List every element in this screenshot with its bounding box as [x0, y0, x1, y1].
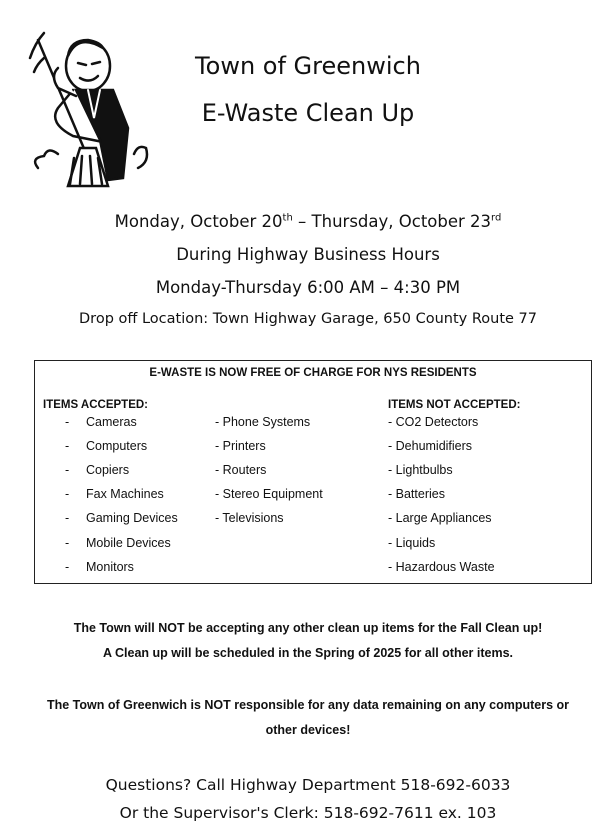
- contact-highway: Questions? Call Highway Department 518-692-6033: [105, 776, 511, 794]
- title-town: Town of Greenwich: [195, 52, 421, 80]
- accepted-item: Mobile Devices: [86, 536, 171, 550]
- not-accepted-item: - Large Appliances: [388, 511, 492, 525]
- drop-off-location: Drop off Location: Town Highway Garage, 650 County Route 77: [79, 311, 537, 327]
- accepted-item: - Televisions: [215, 511, 284, 525]
- accepted-item: - Routers: [215, 463, 267, 477]
- accepted-item: Copiers: [86, 463, 130, 477]
- bullet-dash: -: [65, 560, 70, 574]
- accepted-item: Computers: [86, 439, 148, 453]
- items-box: [34, 360, 592, 584]
- bullet-dash: -: [65, 415, 70, 429]
- bullet-dash: -: [65, 487, 70, 501]
- not-accepted-item: - Hazardous Waste: [388, 560, 495, 574]
- note-data-disclaimer: The Town of Greenwich is NOT responsible for any data remaining on any computers or: [46, 698, 570, 712]
- contact-clerk: Or the Supervisor's Clerk: 518-692-7611 ex. 103: [119, 804, 497, 822]
- date-start-suffix: th: [282, 212, 293, 224]
- date-end: – Thursday, October 23: [292, 212, 492, 231]
- event-dates: [0, 212, 616, 231]
- note-data-disclaimer-cont: other devices!: [265, 723, 351, 737]
- hours-note: During Highway Business Hours: [176, 245, 440, 264]
- accepted-item: - Printers: [215, 439, 266, 453]
- hours: Monday-Thursday 6:00 AM – 4:30 PM: [155, 278, 461, 297]
- bullet-dash: -: [65, 511, 70, 525]
- bullet-dash: -: [65, 536, 70, 550]
- date-end-suffix: rd: [491, 212, 502, 224]
- accepted-item: Fax Machines: [86, 487, 164, 501]
- bullet-dash: -: [65, 439, 70, 453]
- free-of-charge-header: E-WASTE IS NOW FREE OF CHARGE FOR NYS RESIDENTS: [149, 367, 477, 379]
- items-accepted-label: ITEMS ACCEPTED:: [43, 399, 148, 411]
- not-accepted-item: - Lightbulbs: [388, 463, 453, 477]
- bullet-dash: -: [65, 463, 70, 477]
- accepted-item: - Phone Systems: [215, 415, 311, 429]
- accepted-item: Cameras: [86, 415, 137, 429]
- title-event: E-Waste Clean Up: [201, 99, 415, 127]
- accepted-item: - Stereo Equipment: [215, 487, 323, 501]
- note-spring-cleanup: A Clean up will be scheduled in the Spring of 2025 for all other items.: [102, 646, 514, 660]
- note-fall-cleanup: The Town will NOT be accepting any other clean up items for the Fall Clean up!: [73, 621, 543, 635]
- not-accepted-item: - Dehumidifiers: [388, 439, 473, 453]
- not-accepted-item: - Liquids: [388, 536, 436, 550]
- accepted-item: Monitors: [86, 560, 134, 574]
- not-accepted-item: - CO2 Detectors: [388, 415, 479, 429]
- items-not-accepted-label: ITEMS NOT ACCEPTED:: [388, 399, 521, 411]
- date-start: Monday, October 20: [114, 212, 283, 231]
- not-accepted-item: - Batteries: [388, 487, 445, 501]
- accepted-item: Gaming Devices: [86, 511, 178, 525]
